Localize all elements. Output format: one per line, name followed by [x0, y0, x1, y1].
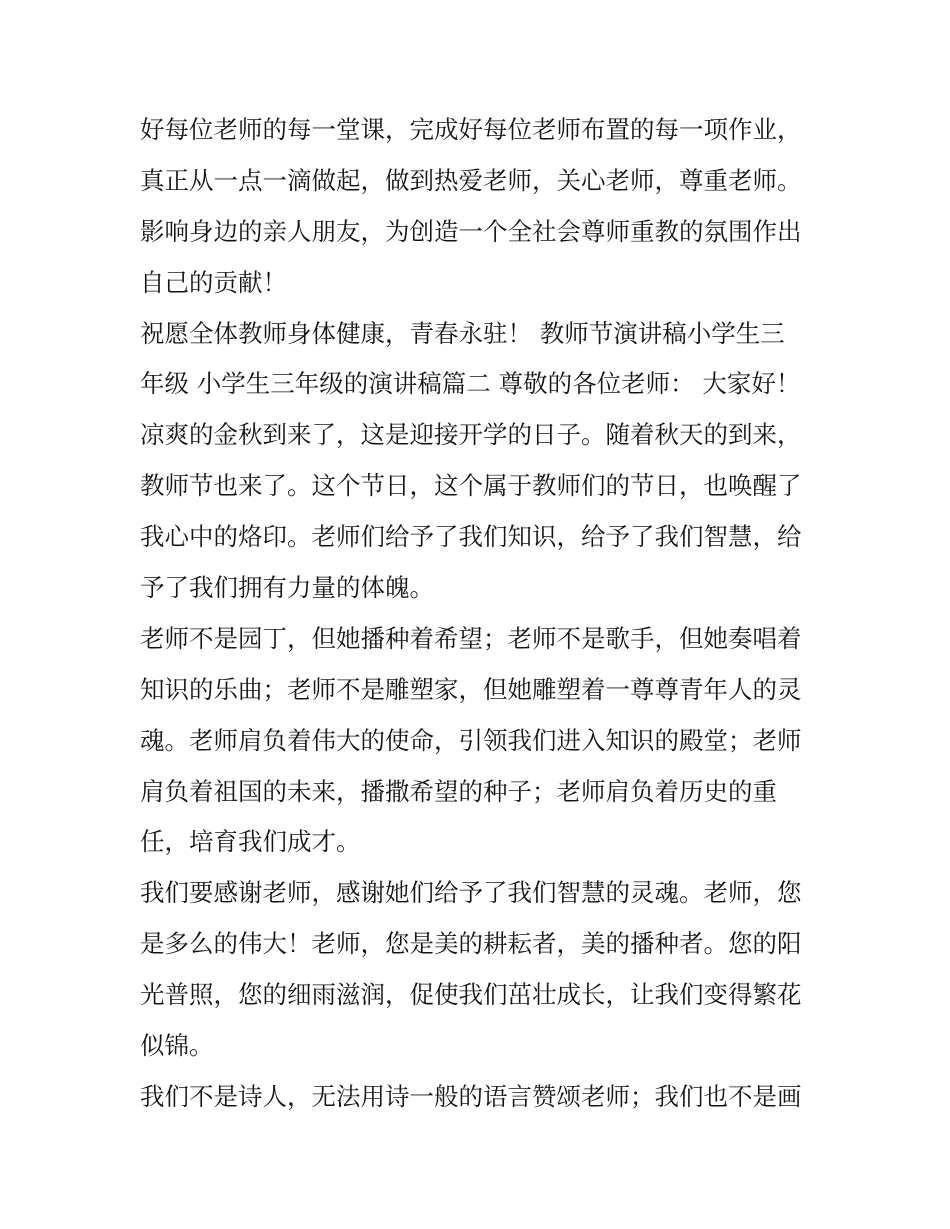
text-line: 真正从一点一滴做起，做到热爱老师，关心老师，尊重老师。	[140, 165, 802, 195]
text-line: 似锦。	[140, 1031, 214, 1061]
text-line: 我心中的烙印。老师们给予了我们知识，给予了我们智慧，给	[140, 522, 802, 552]
text-line: 我们不是诗人，无法用诗一般的语言赞颂老师；我们也不是画	[140, 1081, 802, 1111]
text-line: 自己的贡献！	[140, 267, 287, 297]
text-line: 祝愿全体教师身体健康，青春永驻！ 教师节演讲稿小学生三	[140, 318, 785, 348]
text-line: 年级 小学生三年级的演讲稿篇二 尊敬的各位老师： 大家好！	[140, 369, 801, 399]
paragraph	[140, 614, 820, 868]
text-line: 光普照，您的细雨滋润，促使我们茁壮成长，让我们变得繁花	[140, 980, 802, 1010]
text-line: 知识的乐曲；老师不是雕塑家，但她雕塑着一尊尊青年人的灵	[140, 674, 802, 704]
text-line: 老师不是园丁，但她播种着希望；老师不是歌手，但她奏唱着	[140, 623, 802, 653]
paragraph	[140, 309, 820, 614]
text-line: 予了我们拥有力量的体魄。	[140, 573, 434, 603]
text-line: 任，培育我们成才。	[140, 827, 361, 857]
text-line: 是多么的伟大！老师，您是美的耕耘者，美的播种者。您的阳	[140, 929, 802, 959]
paragraph	[140, 868, 820, 1072]
text-line: 肩负着祖国的未来，播撒希望的种子；老师肩负着历史的重	[140, 776, 777, 806]
text-line: 我们要感谢老师，感谢她们给予了我们智慧的灵魂。老师，您	[140, 878, 802, 908]
paragraph	[140, 1072, 820, 1123]
text-line: 影响身边的亲人朋友，为创造一个全社会尊师重教的氛围作出	[140, 216, 802, 246]
text-line: 好每位老师的每一堂课，完成好每位老师布置的每一项作业，	[140, 115, 802, 144]
document-body	[140, 105, 820, 1123]
paragraph	[140, 105, 820, 309]
text-line: 魂。老师肩负着伟大的使命，引领我们进入知识的殿堂；老师	[140, 725, 802, 755]
text-line: 凉爽的金秋到来了，这是迎接开学的日子。随着秋天的到来，	[140, 420, 802, 450]
text-line: 教师节也来了。这个节日，这个属于教师们的节日，也唤醒了	[140, 471, 802, 501]
